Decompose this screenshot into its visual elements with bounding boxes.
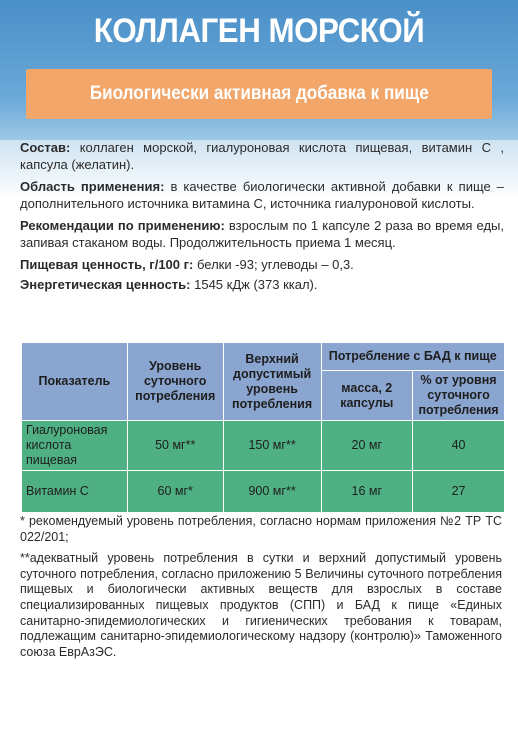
header-upper: Верхний допустимый уровень потребления bbox=[223, 343, 321, 421]
row-mass: 20 мг bbox=[321, 421, 413, 471]
footnote-1: * рекомендуемый уровень потребления, согласно нормам приложения №2 ТР ТС 022/201; bbox=[20, 514, 502, 544]
row-mass: 16 мг bbox=[321, 471, 413, 513]
subtitle-banner bbox=[26, 69, 492, 119]
nutrition-label: Пищевая ценность, г/100 г: bbox=[20, 257, 194, 272]
recommendations-text: взрослым по 1 капсуле 2 раза во время еды, запивая стаканом воды. Продолжительность приема 1 месяц. bbox=[20, 218, 504, 250]
application-label: Область применения: bbox=[20, 179, 165, 194]
recommendations-paragraph bbox=[20, 218, 504, 251]
recommendations-label: Рекомендации по применению: bbox=[20, 218, 225, 233]
row-percent: 27 bbox=[413, 471, 505, 513]
row-upper: 900 мг** bbox=[223, 471, 321, 513]
row-name: Витамин С bbox=[22, 471, 128, 513]
nutrient-table bbox=[21, 342, 505, 513]
row-percent: 40 bbox=[413, 421, 505, 471]
energy-label: Энергетическая ценность: bbox=[20, 276, 191, 292]
nutrition-text: белки -93; углеводы – 0,3. bbox=[193, 257, 354, 272]
composition-paragraph bbox=[20, 140, 504, 173]
table-header-row bbox=[22, 343, 505, 371]
application-paragraph bbox=[20, 179, 504, 212]
nutrition-paragraph bbox=[20, 257, 504, 274]
row-upper: 150 мг** bbox=[223, 421, 321, 471]
product-subtitle: Биологически активная добавка к пище bbox=[89, 83, 429, 104]
footnote-2: **адекватный уровень потребления в сутки и верхний допустимый уровень суточного потребления, согласно приложению 5 Величины суточного потребления пищевых и биологически активных веществ для взрослых в составе специализированных пищевых продуктов (СПП) и БАД к пище «Единых санитарно-эпидемиологических и гигиенических требования к товарам, подлежащим санитарно-эпидемиологическому надзору (контролю)» Таможенного союза ЕврАзЭС. bbox=[20, 551, 502, 659]
composition-label: Состав: bbox=[20, 140, 71, 155]
header-indicator: Показатель bbox=[22, 343, 128, 421]
application-text: в качестве биологически активной добавки к пище – дополнительного источника витамина С, источника гиалуроновой кислоты. bbox=[20, 179, 505, 211]
table-row bbox=[22, 421, 505, 471]
product-title: КОЛЛАГЕН МОРСКОЙ bbox=[93, 12, 425, 50]
header-bad-group: Потребление с БАД к пище bbox=[321, 343, 505, 371]
row-name: Гиалуроновая кислота пищевая bbox=[22, 421, 128, 471]
row-daily: 60 мг* bbox=[127, 471, 223, 513]
composition-text: коллаген морской, гиалуроновая кислота пищевая, витамин С , капсула (желатин). bbox=[20, 140, 504, 172]
footnotes bbox=[20, 514, 502, 666]
energy-text: 1545 кДж (373 ккал). bbox=[190, 276, 318, 292]
header-daily: Уровень суточного потребления bbox=[127, 343, 223, 421]
product-info bbox=[20, 140, 504, 296]
row-daily: 50 мг** bbox=[127, 421, 223, 471]
energy-paragraph bbox=[20, 277, 504, 294]
header-mass: масса, 2 капсулы bbox=[321, 371, 413, 421]
header-percent: % от уровня суточного потребления bbox=[413, 371, 505, 421]
table-row bbox=[22, 471, 505, 513]
